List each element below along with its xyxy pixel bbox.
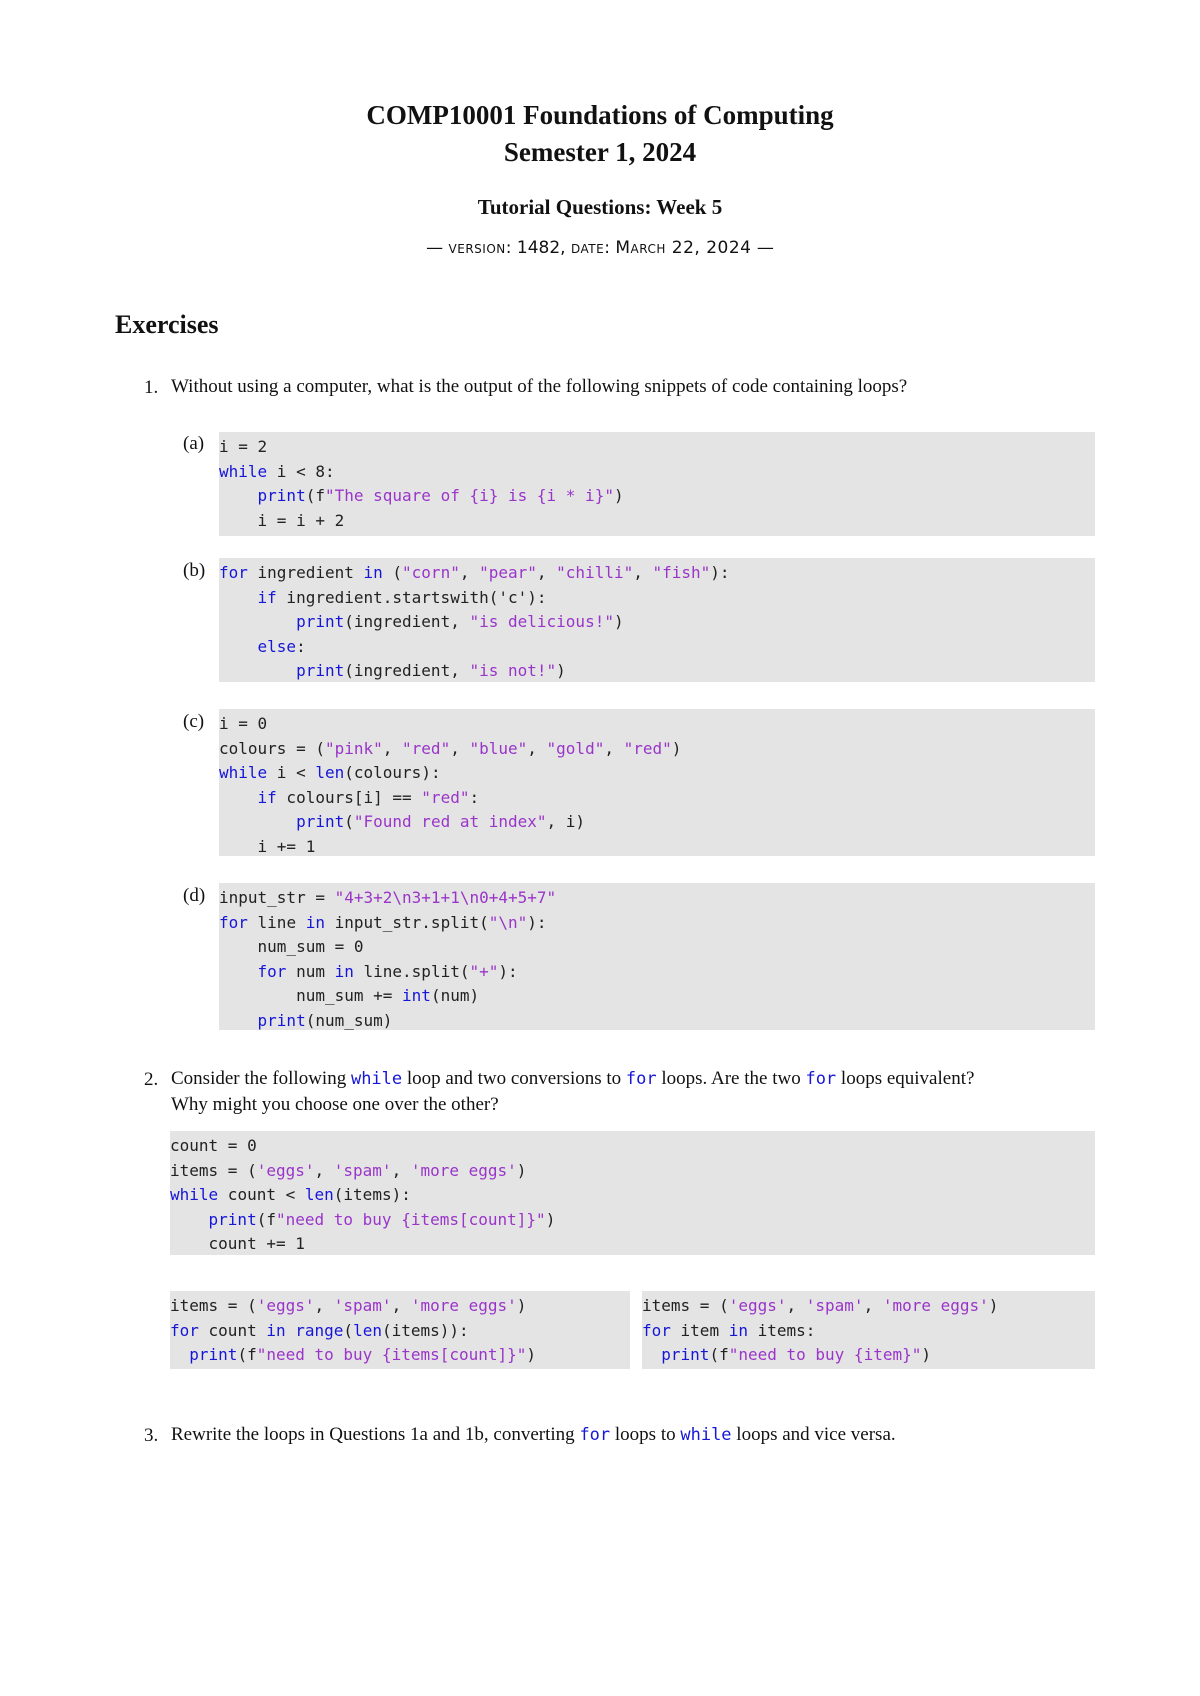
- code-text: (f: [709, 1345, 729, 1364]
- code-text: ): [516, 1160, 527, 1180]
- code-keyword: while: [219, 461, 268, 481]
- code-text: i += 1: [219, 836, 316, 856]
- date-label: date: [570, 238, 605, 258]
- code-keyword: print: [296, 612, 345, 631]
- code-text: (colours):: [344, 763, 441, 782]
- code-line: [219, 659, 1095, 684]
- code-text: (f: [237, 1345, 257, 1364]
- code-text: items:: [747, 1320, 816, 1340]
- code-line: [219, 460, 1095, 485]
- code-line: [219, 561, 1095, 586]
- code-string: "gold": [546, 738, 605, 758]
- code-keyword: in: [363, 563, 383, 582]
- code-text: input_str =: [219, 888, 335, 907]
- question-2-text-part: Consider the following: [171, 1068, 351, 1089]
- code-text: :: [469, 787, 480, 807]
- question-3-text-part: Rewrite the loops in Questions 1a and 1b, converting: [171, 1424, 580, 1445]
- inline-code-for: for: [805, 1069, 837, 1089]
- code-keyword: in: [305, 912, 325, 932]
- code-line: [219, 610, 1095, 635]
- code-text: :: [296, 636, 306, 656]
- code-block-2-for-range: [170, 1291, 630, 1369]
- code-text: ingredient: [247, 563, 364, 582]
- code-line: [170, 1134, 1095, 1159]
- code-text: ,: [863, 1296, 883, 1315]
- question-3-text: [171, 1422, 1101, 1448]
- code-string: "red": [421, 787, 470, 807]
- code-keyword: else: [257, 636, 297, 656]
- code-keyword: in: [334, 961, 354, 981]
- code-text: [219, 588, 258, 607]
- code-string: 'spam': [805, 1296, 864, 1315]
- code-text: i < 8:: [267, 461, 335, 481]
- inline-code-while: while: [680, 1425, 732, 1445]
- version-sep: :: [505, 238, 517, 258]
- code-text: ,: [633, 563, 653, 582]
- code-text: [219, 962, 258, 981]
- code-line: [219, 960, 1095, 985]
- code-string: "Found red at index": [353, 812, 547, 831]
- code-string: "corn": [402, 563, 460, 582]
- code-string: "fish": [652, 563, 711, 582]
- code-string: "is delicious!": [469, 612, 614, 631]
- code-text: input_str.split(: [324, 912, 489, 932]
- code-text: ): [671, 738, 682, 758]
- question-2-text-part: loops equivalent?: [836, 1068, 975, 1089]
- code-text: (ingredient,: [344, 612, 470, 631]
- code-line: [219, 911, 1095, 936]
- code-text: ): [545, 1209, 556, 1229]
- code-text: [219, 486, 258, 505]
- code-line: [170, 1294, 630, 1319]
- code-text: ,: [450, 738, 470, 758]
- code-line: [170, 1343, 630, 1368]
- code-line: [219, 635, 1095, 660]
- code-text: ): [613, 612, 624, 631]
- code-line: [642, 1343, 1095, 1368]
- code-line: [219, 737, 1095, 762]
- code-keyword: for: [257, 961, 287, 981]
- code-text: ,: [391, 1296, 411, 1315]
- code-line: [219, 886, 1095, 911]
- question-1a-label: (a): [183, 433, 205, 454]
- code-text: i <: [267, 763, 316, 782]
- code-keyword: while: [219, 763, 268, 782]
- code-line: [170, 1319, 630, 1344]
- code-line: [170, 1232, 1095, 1257]
- code-keyword: in: [266, 1320, 286, 1340]
- semester-title: Semester 1, 2024: [503, 137, 697, 167]
- section-title-exercises: Exercises: [115, 310, 219, 339]
- code-text: count <: [218, 1185, 305, 1204]
- code-text: ,: [382, 738, 403, 758]
- code-keyword: int: [402, 986, 431, 1005]
- code-text: (num): [430, 986, 480, 1005]
- code-text: [170, 1210, 209, 1229]
- code-keyword: print: [257, 1010, 306, 1030]
- code-text: , i): [546, 812, 586, 831]
- code-text: ):: [498, 961, 518, 981]
- code-text: (items)):: [381, 1320, 469, 1340]
- code-text: num_sum = 0: [219, 937, 364, 956]
- code-block-1c: [219, 709, 1095, 856]
- code-text: ): [556, 661, 566, 680]
- code-text: (: [344, 812, 354, 831]
- question-2-text-part: loop and two conversions to: [402, 1068, 626, 1089]
- code-text: ingredient.startswith('c'):: [276, 587, 547, 607]
- code-text: ,: [604, 738, 624, 758]
- code-line: [170, 1208, 1095, 1233]
- code-string: "blue": [469, 738, 528, 758]
- date-sep: :: [604, 238, 616, 258]
- code-text: items = (: [642, 1296, 729, 1315]
- code-line: [170, 1159, 1095, 1184]
- inline-code-for: for: [625, 1069, 657, 1089]
- code-text: (f: [305, 486, 325, 505]
- code-keyword: while: [170, 1185, 219, 1204]
- code-string: "4+3+2\n3+1+1\n0+4+5+7": [334, 888, 557, 907]
- code-text: count = 0: [170, 1136, 257, 1155]
- code-keyword: len: [353, 1320, 382, 1340]
- code-text: ,: [527, 738, 547, 758]
- version-prefix: —: [426, 238, 449, 258]
- code-keyword: print: [257, 486, 306, 505]
- question-1c-label: (c): [183, 711, 205, 732]
- code-line: [219, 984, 1095, 1009]
- question-3-number: 3.: [144, 1425, 159, 1446]
- code-text: ):: [710, 563, 730, 582]
- code-keyword: for: [170, 1320, 199, 1340]
- code-line: [219, 586, 1095, 611]
- code-line: [219, 835, 1095, 860]
- code-text: items = (: [170, 1296, 257, 1315]
- code-text: i = i + 2: [219, 510, 345, 530]
- code-line: [219, 509, 1095, 534]
- code-text: ): [613, 486, 624, 505]
- version-label: version: [448, 238, 506, 258]
- code-string: "pear": [479, 563, 537, 582]
- code-string: "pink": [324, 738, 383, 758]
- code-string: 'more eggs': [882, 1296, 989, 1315]
- code-string: "is not!": [469, 661, 557, 680]
- code-keyword: in: [728, 1320, 748, 1340]
- code-text: item: [670, 1320, 729, 1340]
- question-1b-label: (b): [183, 560, 206, 581]
- code-text: [219, 612, 296, 631]
- code-text: [642, 1345, 661, 1364]
- code-line: [219, 761, 1095, 786]
- code-text: [219, 1011, 258, 1030]
- code-text: [219, 661, 296, 680]
- code-block-2-while: [170, 1131, 1095, 1255]
- code-line: [219, 712, 1095, 737]
- code-text: ,: [536, 563, 557, 582]
- code-string: "\n": [488, 912, 528, 932]
- code-string: "need to buy {item}": [728, 1345, 922, 1364]
- code-keyword: for: [219, 563, 248, 582]
- code-string: "The square of {i} is {i * i}": [324, 486, 614, 505]
- code-string: "chilli": [556, 563, 634, 582]
- code-text: i = 0: [219, 714, 268, 733]
- code-text: [219, 788, 258, 807]
- question-2-number: 2.: [144, 1069, 159, 1090]
- code-text: ): [526, 1345, 537, 1364]
- code-string: "+": [469, 961, 499, 981]
- version-value: 1482,: [516, 238, 571, 258]
- code-string: "need to buy {items[count]}": [275, 1209, 546, 1229]
- code-string: "red": [402, 738, 451, 758]
- code-keyword: print: [208, 1209, 257, 1229]
- code-text: ,: [391, 1160, 411, 1180]
- inline-code-while: while: [350, 1069, 403, 1089]
- code-keyword: for: [219, 912, 248, 932]
- date-value: March 22, 2024: [615, 238, 752, 258]
- question-2-text: [171, 1066, 1101, 1118]
- code-keyword: len: [315, 763, 345, 782]
- question-1d-label: (d): [183, 885, 206, 906]
- code-string: 'eggs': [256, 1296, 315, 1315]
- question-3-text-part: loops and vice versa.: [731, 1424, 896, 1445]
- code-string: 'spam': [333, 1160, 392, 1180]
- code-text: ): [516, 1296, 527, 1315]
- code-text: ): [988, 1296, 999, 1315]
- code-text: (f: [256, 1209, 276, 1229]
- code-keyword: for: [642, 1320, 671, 1340]
- code-string: 'eggs': [728, 1296, 787, 1315]
- code-text: count: [198, 1320, 267, 1340]
- code-block-1d: [219, 883, 1095, 1030]
- code-text: ,: [459, 563, 480, 582]
- sheet-title: Tutorial Questions: Week 5: [477, 195, 723, 219]
- code-text: count += 1: [170, 1234, 305, 1253]
- version-suffix: —: [751, 238, 774, 258]
- code-text: num: [286, 961, 335, 981]
- code-text: colours = (: [219, 738, 325, 758]
- code-text: (ingredient,: [344, 661, 470, 680]
- code-keyword: if: [257, 787, 277, 807]
- code-string: 'spam': [333, 1296, 392, 1315]
- code-text: line.split(: [353, 961, 470, 981]
- code-line: [219, 935, 1095, 960]
- code-text: line: [247, 912, 306, 932]
- inline-code-for: for: [579, 1425, 611, 1445]
- code-string: 'more eggs': [410, 1160, 517, 1180]
- code-text: ,: [314, 1160, 334, 1180]
- code-text: i = 2: [219, 437, 268, 456]
- code-line: [642, 1319, 1095, 1344]
- code-line: [170, 1183, 1095, 1208]
- code-line: [219, 810, 1095, 835]
- code-keyword: print: [296, 812, 345, 831]
- code-text: (num_sum): [305, 1010, 393, 1030]
- code-text: num_sum +=: [219, 986, 403, 1005]
- code-line: [219, 786, 1095, 811]
- code-string: "red": [623, 738, 672, 758]
- code-text: items = (: [170, 1160, 257, 1180]
- code-text: [286, 1321, 296, 1340]
- code-keyword: print: [296, 661, 345, 680]
- code-string: 'eggs': [256, 1160, 315, 1180]
- code-text: ): [921, 1345, 931, 1364]
- code-keyword: print: [661, 1345, 710, 1364]
- code-line: [219, 1009, 1095, 1034]
- code-text: colours[i] ==: [276, 787, 422, 807]
- question-2-text-line2: Why might you choose one over the other?: [171, 1094, 499, 1115]
- code-block-1a: [219, 432, 1095, 536]
- question-3-text-part: loops to: [610, 1424, 681, 1445]
- question-1-text: Without using a computer, what is the output of the following snippets of code containing loops?: [171, 376, 908, 397]
- code-text: ):: [527, 912, 547, 932]
- code-block-1b: [219, 558, 1095, 682]
- code-string: "need to buy {items[count]}": [256, 1345, 527, 1364]
- course-title: COMP10001 Foundations of Computing: [366, 100, 834, 130]
- code-keyword: range: [295, 1320, 344, 1340]
- code-line: [642, 1294, 1095, 1319]
- code-keyword: len: [304, 1185, 334, 1204]
- code-keyword: if: [257, 587, 277, 607]
- question-2-text-part: loops. Are the two: [656, 1068, 806, 1089]
- code-block-2-for-item: [642, 1291, 1095, 1369]
- code-string: 'more eggs': [410, 1296, 517, 1315]
- code-text: (: [343, 1320, 354, 1340]
- code-text: (items):: [333, 1185, 411, 1204]
- code-keyword: print: [189, 1345, 238, 1364]
- code-text: [170, 1345, 189, 1364]
- code-text: ,: [786, 1296, 806, 1315]
- code-text: ,: [314, 1296, 334, 1315]
- version-line: [0, 238, 1200, 258]
- question-1-number: 1.: [144, 377, 159, 398]
- code-text: [219, 812, 296, 831]
- code-text: [219, 637, 258, 656]
- code-line: [219, 484, 1095, 509]
- code-line: [219, 435, 1095, 460]
- code-text: (: [382, 563, 403, 582]
